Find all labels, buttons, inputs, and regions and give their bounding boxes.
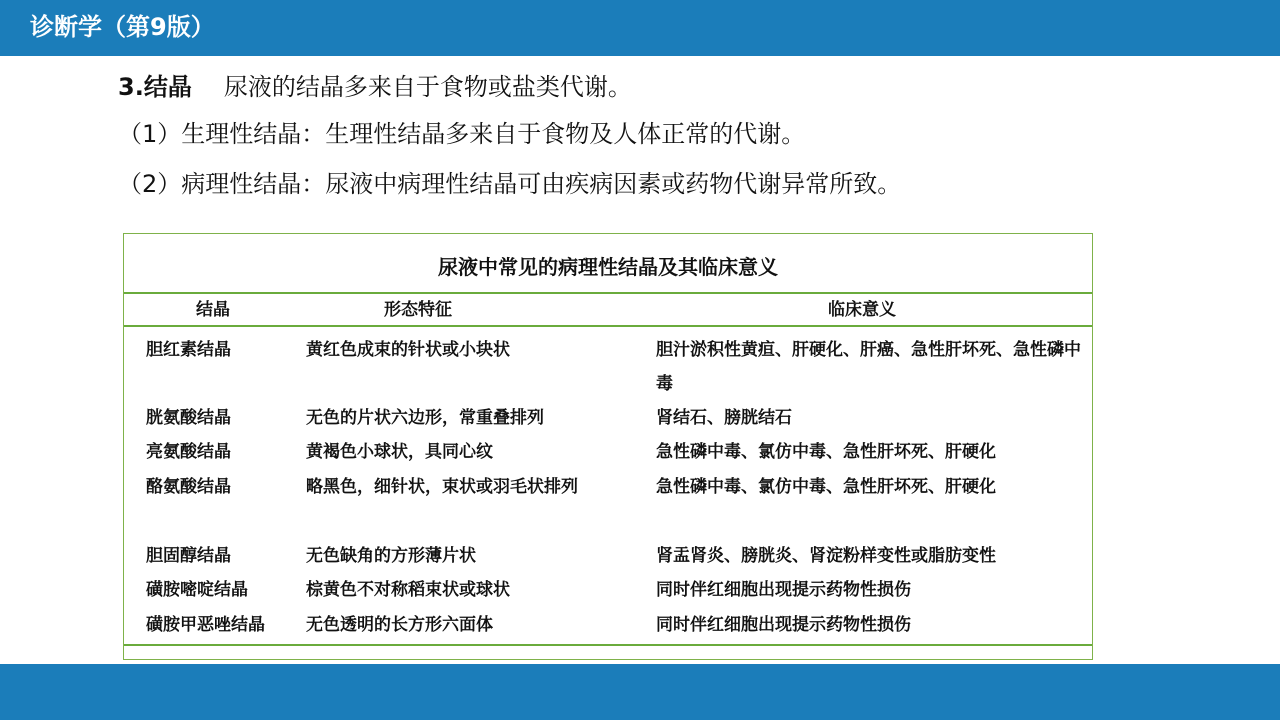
table-cell-crystal: 磺胺嘧啶结晶: [146, 580, 248, 600]
table-cell-crystal: 胆固醇结晶: [146, 546, 231, 566]
table-cell-crystal: 胱氨酸结晶: [146, 408, 231, 428]
book-title: 诊断学（第9版）: [30, 13, 215, 41]
table-cell-morphology: 黄褐色小球状，具同心纹: [306, 442, 493, 462]
table-cell-morphology: 黄红色成束的针状或小块状: [306, 340, 510, 360]
column-header-morphology: 形态特征: [384, 300, 452, 320]
table-cell-morphology: 略黑色，细针状，束状或羽毛状排列: [306, 477, 578, 497]
crystal-table: [123, 233, 1093, 660]
table-bottom-rule: [124, 644, 1092, 646]
top-header-bar: [0, 0, 1280, 56]
table-cell-clinical: 胆汁淤积性黄疸、肝硬化、肝癌、急性肝坏死、急性磷中毒: [656, 340, 1081, 394]
table-cell-clinical: 同时伴红细胞出现提示药物性损伤: [656, 615, 911, 635]
table-cell-crystal: 酪氨酸结晶: [146, 477, 231, 497]
table-cell-crystal: 磺胺甲恶唑结晶: [146, 615, 265, 635]
crystal-intro-line: [118, 71, 632, 103]
table-cell-crystal: 亮氨酸结晶: [146, 442, 231, 462]
table-cell-morphology: 棕黄色不对称稻束状或球状: [306, 580, 510, 600]
table-cell-clinical: 急性磷中毒、氯仿中毒、急性肝坏死、肝硬化: [656, 442, 996, 462]
table-cell-morphology: 无色的片状六边形，常重叠排列: [306, 408, 544, 428]
section-heading: 3.结晶: [118, 73, 192, 101]
column-header-crystal: 结晶: [196, 300, 230, 320]
table-cell-clinical: 肾结石、膀胱结石: [656, 408, 792, 428]
table-cell-clinical: 急性磷中毒、氯仿中毒、急性肝坏死、肝硬化: [656, 477, 996, 497]
table-cell-clinical: 同时伴红细胞出现提示药物性损伤: [656, 580, 911, 600]
bottom-footer-bar: [0, 664, 1280, 720]
table-cell-morphology: 无色缺角的方形薄片状: [306, 546, 476, 566]
table-cell-clinical: 肾盂肾炎、膀胱炎、肾淀粉样变性或脂肪变性: [656, 546, 996, 566]
pathological-crystal-line: （2）病理性结晶：尿液中病理性结晶可由疾病因素或药物代谢异常所致。: [118, 170, 902, 198]
table-top-rule: [124, 292, 1092, 294]
table-cell-morphology: 无色透明的长方形六面体: [306, 615, 493, 635]
table-cell-crystal: 胆红素结晶: [146, 340, 231, 360]
physiological-crystal-line: （1）生理性结晶：生理性结晶多来自于食物及人体正常的代谢。: [118, 120, 806, 148]
table-title: 尿液中常见的病理性结晶及其临床意义: [438, 255, 778, 279]
table-header-rule: [124, 325, 1092, 327]
section-intro-text: 尿液的结晶多来自于食物或盐类代谢。: [223, 73, 632, 101]
column-header-clinical-significance: 临床意义: [828, 300, 896, 320]
